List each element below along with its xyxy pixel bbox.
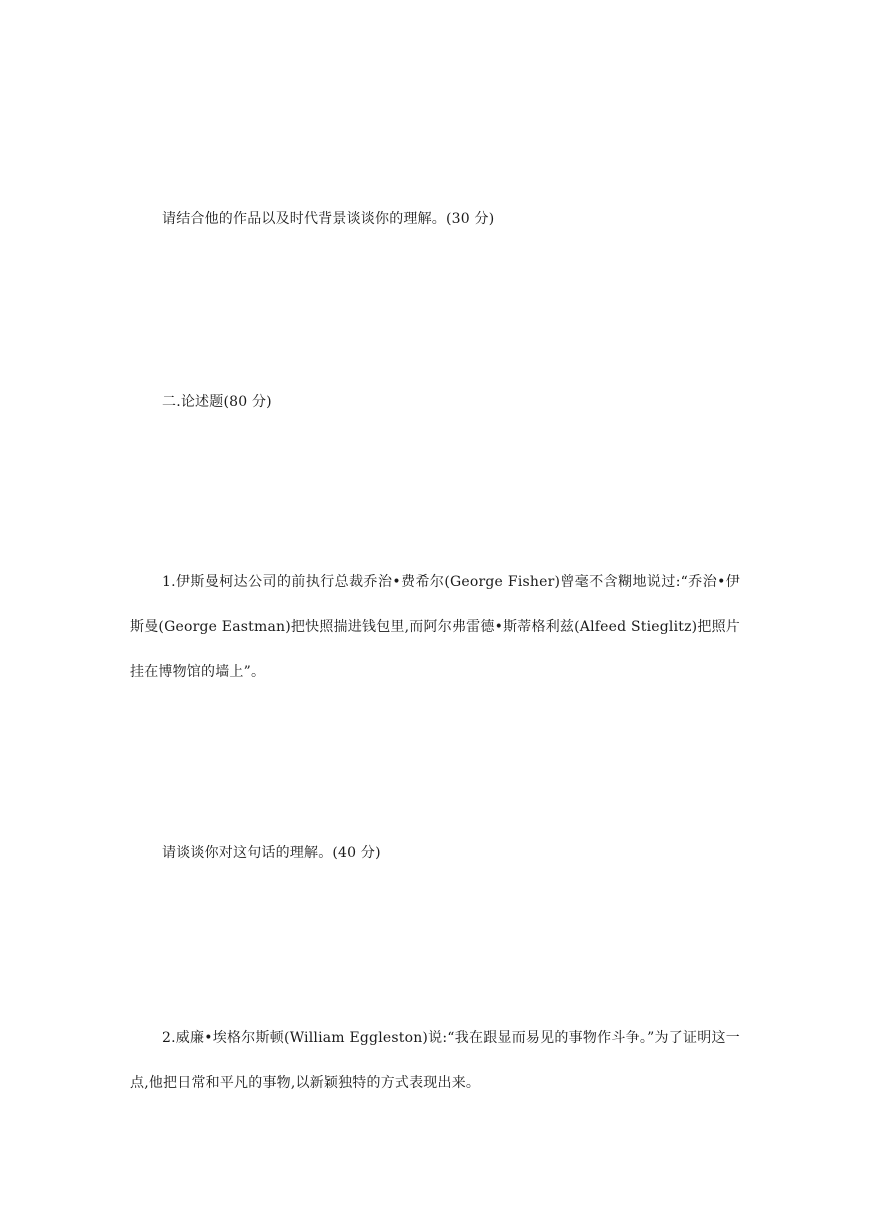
- question-prompt-30: 请结合他的作品以及时代背景谈谈你的理解。(30 分): [162, 211, 495, 227]
- question-2-text: 2.威廉•埃格尔斯顿(William Eggleston)说:“我在跟显而易见的事物作斗争。”为了证明这一点,他把日常和平凡的事物,以新颖独特的方式表现出来。: [130, 1030, 740, 1091]
- section-heading-essay: 二.论述题(80 分): [162, 394, 272, 410]
- question-prompt-40: 请谈谈你对这句话的理解。(40 分): [162, 845, 381, 861]
- question-1-text: 1.伊斯曼柯达公司的前执行总裁乔治•费希尔(George Fisher)曾毫不含糊地说过:“乔治•伊斯曼(George Eastman)把快照揣进钱包里,而阿尔弗雷德•斯蒂格利兹(Alfeed Stieglitz)把照片挂在博物馆的墙上”。: [130, 574, 740, 680]
